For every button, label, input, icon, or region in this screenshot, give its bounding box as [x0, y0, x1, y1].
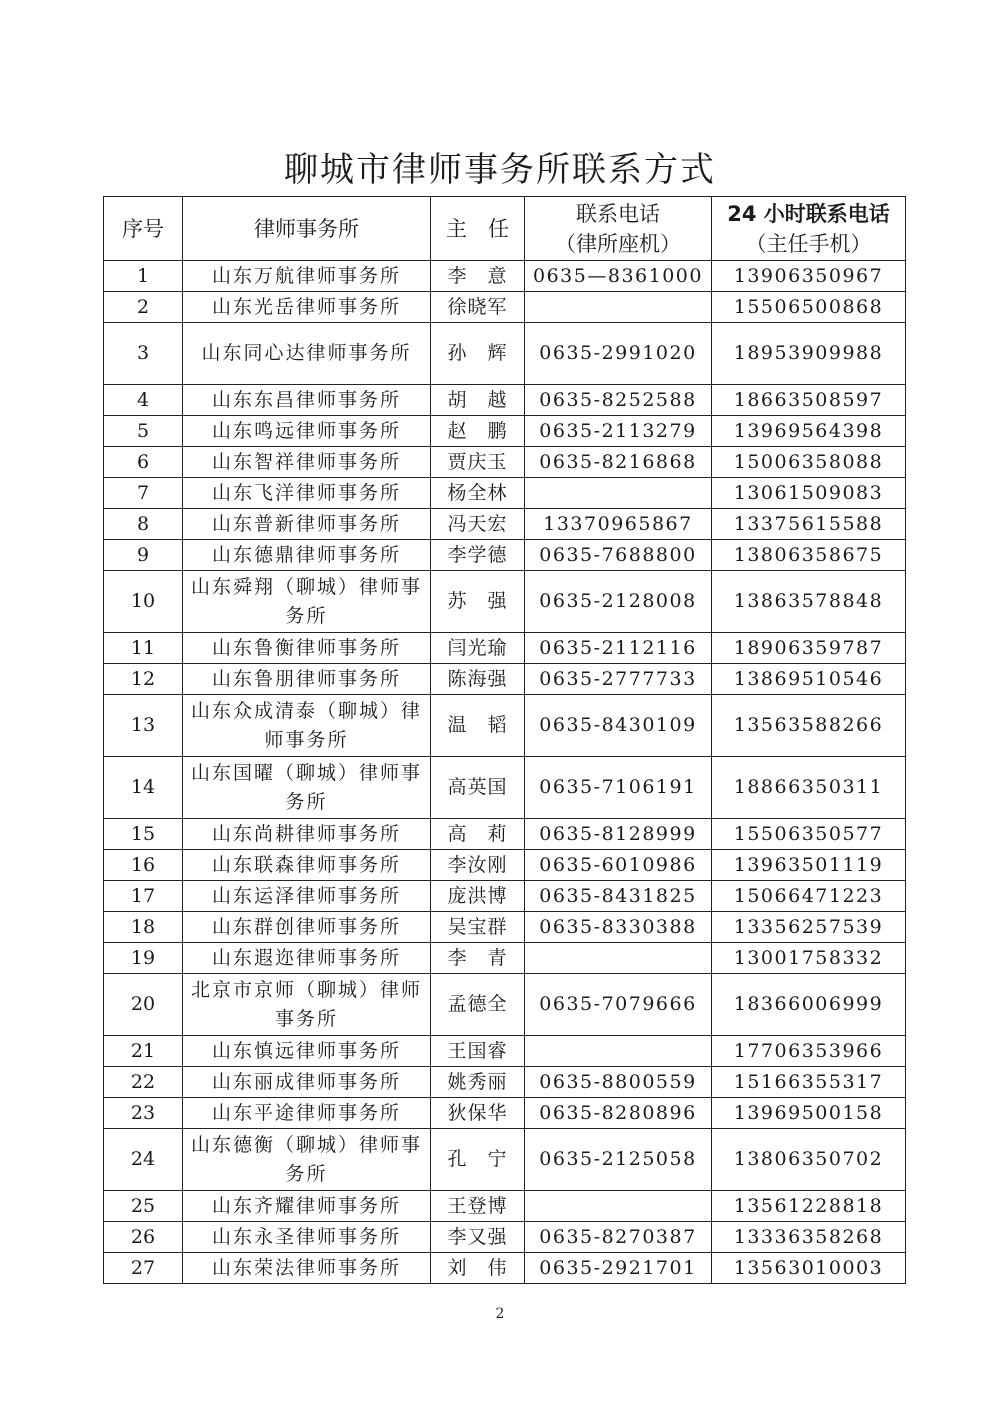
seq-cell: 16 — [104, 850, 183, 881]
director-cell: 庞洪博 — [431, 881, 525, 912]
table-row — [104, 540, 906, 571]
seq-cell: 6 — [104, 447, 183, 478]
table-row — [104, 292, 906, 323]
table-row — [104, 261, 906, 292]
firm-name-cell: 山东遐迩律师事务所 — [183, 943, 431, 974]
table-row — [104, 1129, 906, 1191]
mobile-phone-cell: 13969500158 — [712, 1098, 906, 1129]
table-row — [104, 881, 906, 912]
table-row — [104, 478, 906, 509]
seq-cell: 7 — [104, 478, 183, 509]
director-cell: 姚秀丽 — [431, 1067, 525, 1098]
seq-cell: 25 — [104, 1191, 183, 1222]
header-firm: 律师事务所 — [183, 197, 431, 261]
table-row — [104, 416, 906, 447]
firm-name-cell: 山东鲁衡律师事务所 — [183, 633, 431, 664]
seq-cell: 17 — [104, 881, 183, 912]
table-row — [104, 385, 906, 416]
firm-name-cell: 山东联森律师事务所 — [183, 850, 431, 881]
table-row — [104, 757, 906, 819]
director-cell: 孟德全 — [431, 974, 525, 1036]
office-phone-cell: 0635-8330388 — [525, 912, 712, 943]
seq-cell: 22 — [104, 1067, 183, 1098]
mobile-phone-cell: 15506350577 — [712, 819, 906, 850]
mobile-phone-cell: 18366006999 — [712, 974, 906, 1036]
table-row — [104, 1067, 906, 1098]
office-phone-cell: 0635-8128999 — [525, 819, 712, 850]
seq-cell: 11 — [104, 633, 183, 664]
seq-cell: 13 — [104, 695, 183, 757]
table-row — [104, 943, 906, 974]
office-phone-cell: 0635-2128008 — [525, 571, 712, 633]
mobile-phone-cell: 13806358675 — [712, 540, 906, 571]
firm-name-cell: 山东运泽律师事务所 — [183, 881, 431, 912]
header-mobile-line1: 24 小时联系电话 — [727, 201, 890, 226]
firm-name-cell: 山东鲁朋律师事务所 — [183, 664, 431, 695]
office-phone-cell: 0635-2991020 — [525, 323, 712, 385]
table-row — [104, 695, 906, 757]
firm-name-cell: 山东万航律师事务所 — [183, 261, 431, 292]
director-cell: 王登博 — [431, 1191, 525, 1222]
seq-cell: 24 — [104, 1129, 183, 1191]
firm-name-cell: 山东舜翔（聊城）律师事务所 — [183, 571, 431, 633]
director-cell: 冯天宏 — [431, 509, 525, 540]
seq-cell: 8 — [104, 509, 183, 540]
office-phone-cell: 0635-8270387 — [525, 1222, 712, 1253]
office-phone-cell: 0635-8430109 — [525, 695, 712, 757]
firm-name-cell: 山东众成清泰（聊城）律师事务所 — [183, 695, 431, 757]
director-cell: 温 韬 — [431, 695, 525, 757]
mobile-phone-cell: 13563010003 — [712, 1253, 906, 1284]
table-row — [104, 819, 906, 850]
seq-cell: 23 — [104, 1098, 183, 1129]
seq-cell: 12 — [104, 664, 183, 695]
header-director: 主 任 — [431, 197, 525, 261]
mobile-phone-cell: 17706353966 — [712, 1036, 906, 1067]
mobile-phone-cell: 15166355317 — [712, 1067, 906, 1098]
office-phone-cell: 0635-7106191 — [525, 757, 712, 819]
law-firm-contact-table — [103, 196, 906, 1284]
office-phone-cell — [525, 1191, 712, 1222]
page-title: 聊城市律师事务所联系方式 — [284, 150, 716, 190]
seq-cell: 4 — [104, 385, 183, 416]
director-cell: 杨全林 — [431, 478, 525, 509]
table-row — [104, 1222, 906, 1253]
mobile-phone-cell: 18663508597 — [712, 385, 906, 416]
firm-name-cell: 山东普新律师事务所 — [183, 509, 431, 540]
header-seq: 序号 — [104, 197, 183, 261]
table-row — [104, 850, 906, 881]
table-row — [104, 1098, 906, 1129]
table-row — [104, 633, 906, 664]
mobile-phone-cell: 13969564398 — [712, 416, 906, 447]
mobile-phone-cell: 13001758332 — [712, 943, 906, 974]
seq-cell: 3 — [104, 323, 183, 385]
header-mobile — [712, 197, 906, 261]
office-phone-cell: 0635-2125058 — [525, 1129, 712, 1191]
director-cell: 孔 宁 — [431, 1129, 525, 1191]
office-phone-cell: 0635-8216868 — [525, 447, 712, 478]
firm-name-cell: 山东齐耀律师事务所 — [183, 1191, 431, 1222]
mobile-phone-cell: 13563588266 — [712, 695, 906, 757]
table-row — [104, 1253, 906, 1284]
table-row — [104, 974, 906, 1036]
office-phone-cell: 0635-6010986 — [525, 850, 712, 881]
director-cell: 狄保华 — [431, 1098, 525, 1129]
seq-cell: 15 — [104, 819, 183, 850]
office-phone-cell: 0635-7688800 — [525, 540, 712, 571]
header-office-phone-line1: 联系电话 — [576, 201, 660, 226]
mobile-phone-cell: 13061509083 — [712, 478, 906, 509]
firm-name-cell: 山东德鼎律师事务所 — [183, 540, 431, 571]
seq-cell: 5 — [104, 416, 183, 447]
office-phone-cell: 0635-2777733 — [525, 664, 712, 695]
director-cell: 徐晓军 — [431, 292, 525, 323]
director-cell: 吴宝群 — [431, 912, 525, 943]
table-row — [104, 571, 906, 633]
director-cell: 苏 强 — [431, 571, 525, 633]
office-phone-cell: 0635-2921701 — [525, 1253, 712, 1284]
seq-cell: 1 — [104, 261, 183, 292]
mobile-phone-cell: 15506500868 — [712, 292, 906, 323]
seq-cell: 18 — [104, 912, 183, 943]
office-phone-cell: 13370965867 — [525, 509, 712, 540]
office-phone-cell: 0635-2113279 — [525, 416, 712, 447]
seq-cell: 20 — [104, 974, 183, 1036]
seq-cell: 21 — [104, 1036, 183, 1067]
office-phone-cell — [525, 943, 712, 974]
mobile-phone-cell: 15066471223 — [712, 881, 906, 912]
firm-name-cell: 山东荣法律师事务所 — [183, 1253, 431, 1284]
header-office-phone-line2: （律所座机） — [555, 231, 681, 256]
firm-name-cell: 北京市京师（聊城）律师事务所 — [183, 974, 431, 1036]
seq-cell: 2 — [104, 292, 183, 323]
firm-name-cell: 山东群创律师事务所 — [183, 912, 431, 943]
office-phone-cell: 0635—8361000 — [525, 261, 712, 292]
mobile-phone-cell: 13906350967 — [712, 261, 906, 292]
office-phone-cell: 0635-8431825 — [525, 881, 712, 912]
header-office-phone — [525, 197, 712, 261]
firm-name-cell: 山东智祥律师事务所 — [183, 447, 431, 478]
seq-cell: 14 — [104, 757, 183, 819]
office-phone-cell: 0635-8800559 — [525, 1067, 712, 1098]
table-row — [104, 1036, 906, 1067]
office-phone-cell: 0635-7079666 — [525, 974, 712, 1036]
firm-name-cell: 山东永圣律师事务所 — [183, 1222, 431, 1253]
table-row — [104, 1191, 906, 1222]
table-row — [104, 664, 906, 695]
director-cell: 赵 鹏 — [431, 416, 525, 447]
firm-name-cell: 山东尚耕律师事务所 — [183, 819, 431, 850]
director-cell: 李 意 — [431, 261, 525, 292]
mobile-phone-cell: 13963501119 — [712, 850, 906, 881]
firm-name-cell: 山东鸣远律师事务所 — [183, 416, 431, 447]
director-cell: 王国睿 — [431, 1036, 525, 1067]
director-cell: 胡 越 — [431, 385, 525, 416]
mobile-phone-cell: 13356257539 — [712, 912, 906, 943]
table-header-row — [104, 197, 906, 261]
table-row — [104, 912, 906, 943]
mobile-phone-cell: 15006358088 — [712, 447, 906, 478]
office-phone-cell: 0635-2112116 — [525, 633, 712, 664]
director-cell: 贾庆玉 — [431, 447, 525, 478]
seq-cell: 26 — [104, 1222, 183, 1253]
mobile-phone-cell: 18953909988 — [712, 323, 906, 385]
mobile-phone-cell: 13863578848 — [712, 571, 906, 633]
table-row — [104, 447, 906, 478]
office-phone-cell: 0635-8252588 — [525, 385, 712, 416]
director-cell: 李 青 — [431, 943, 525, 974]
office-phone-cell: 0635-8280896 — [525, 1098, 712, 1129]
director-cell: 高 莉 — [431, 819, 525, 850]
page-number: 2 — [495, 1306, 505, 1322]
director-cell: 李汝刚 — [431, 850, 525, 881]
director-cell: 闫光瑜 — [431, 633, 525, 664]
mobile-phone-cell: 13336358268 — [712, 1222, 906, 1253]
firm-name-cell: 山东国曜（聊城）律师事务所 — [183, 757, 431, 819]
director-cell: 刘 伟 — [431, 1253, 525, 1284]
table-body — [104, 261, 906, 1284]
seq-cell: 27 — [104, 1253, 183, 1284]
director-cell: 李又强 — [431, 1222, 525, 1253]
office-phone-cell — [525, 292, 712, 323]
firm-name-cell: 山东东昌律师事务所 — [183, 385, 431, 416]
seq-cell: 9 — [104, 540, 183, 571]
firm-name-cell: 山东丽成律师事务所 — [183, 1067, 431, 1098]
table-row — [104, 323, 906, 385]
mobile-phone-cell: 13869510546 — [712, 664, 906, 695]
mobile-phone-cell: 18866350311 — [712, 757, 906, 819]
firm-name-cell: 山东同心达律师事务所 — [183, 323, 431, 385]
director-cell: 高英国 — [431, 757, 525, 819]
director-cell: 李学德 — [431, 540, 525, 571]
mobile-phone-cell: 13375615588 — [712, 509, 906, 540]
director-cell: 陈海强 — [431, 664, 525, 695]
seq-cell: 19 — [104, 943, 183, 974]
firm-name-cell: 山东飞洋律师事务所 — [183, 478, 431, 509]
seq-cell: 10 — [104, 571, 183, 633]
firm-name-cell: 山东慎远律师事务所 — [183, 1036, 431, 1067]
director-cell: 孙 辉 — [431, 323, 525, 385]
mobile-phone-cell: 13806350702 — [712, 1129, 906, 1191]
office-phone-cell — [525, 478, 712, 509]
firm-name-cell: 山东平途律师事务所 — [183, 1098, 431, 1129]
mobile-phone-cell: 13561228818 — [712, 1191, 906, 1222]
mobile-phone-cell: 18906359787 — [712, 633, 906, 664]
table-row — [104, 509, 906, 540]
header-mobile-line2: （主任手机） — [745, 231, 872, 256]
firm-name-cell: 山东光岳律师事务所 — [183, 292, 431, 323]
firm-name-cell: 山东德衡（聊城）律师事务所 — [183, 1129, 431, 1191]
office-phone-cell — [525, 1036, 712, 1067]
